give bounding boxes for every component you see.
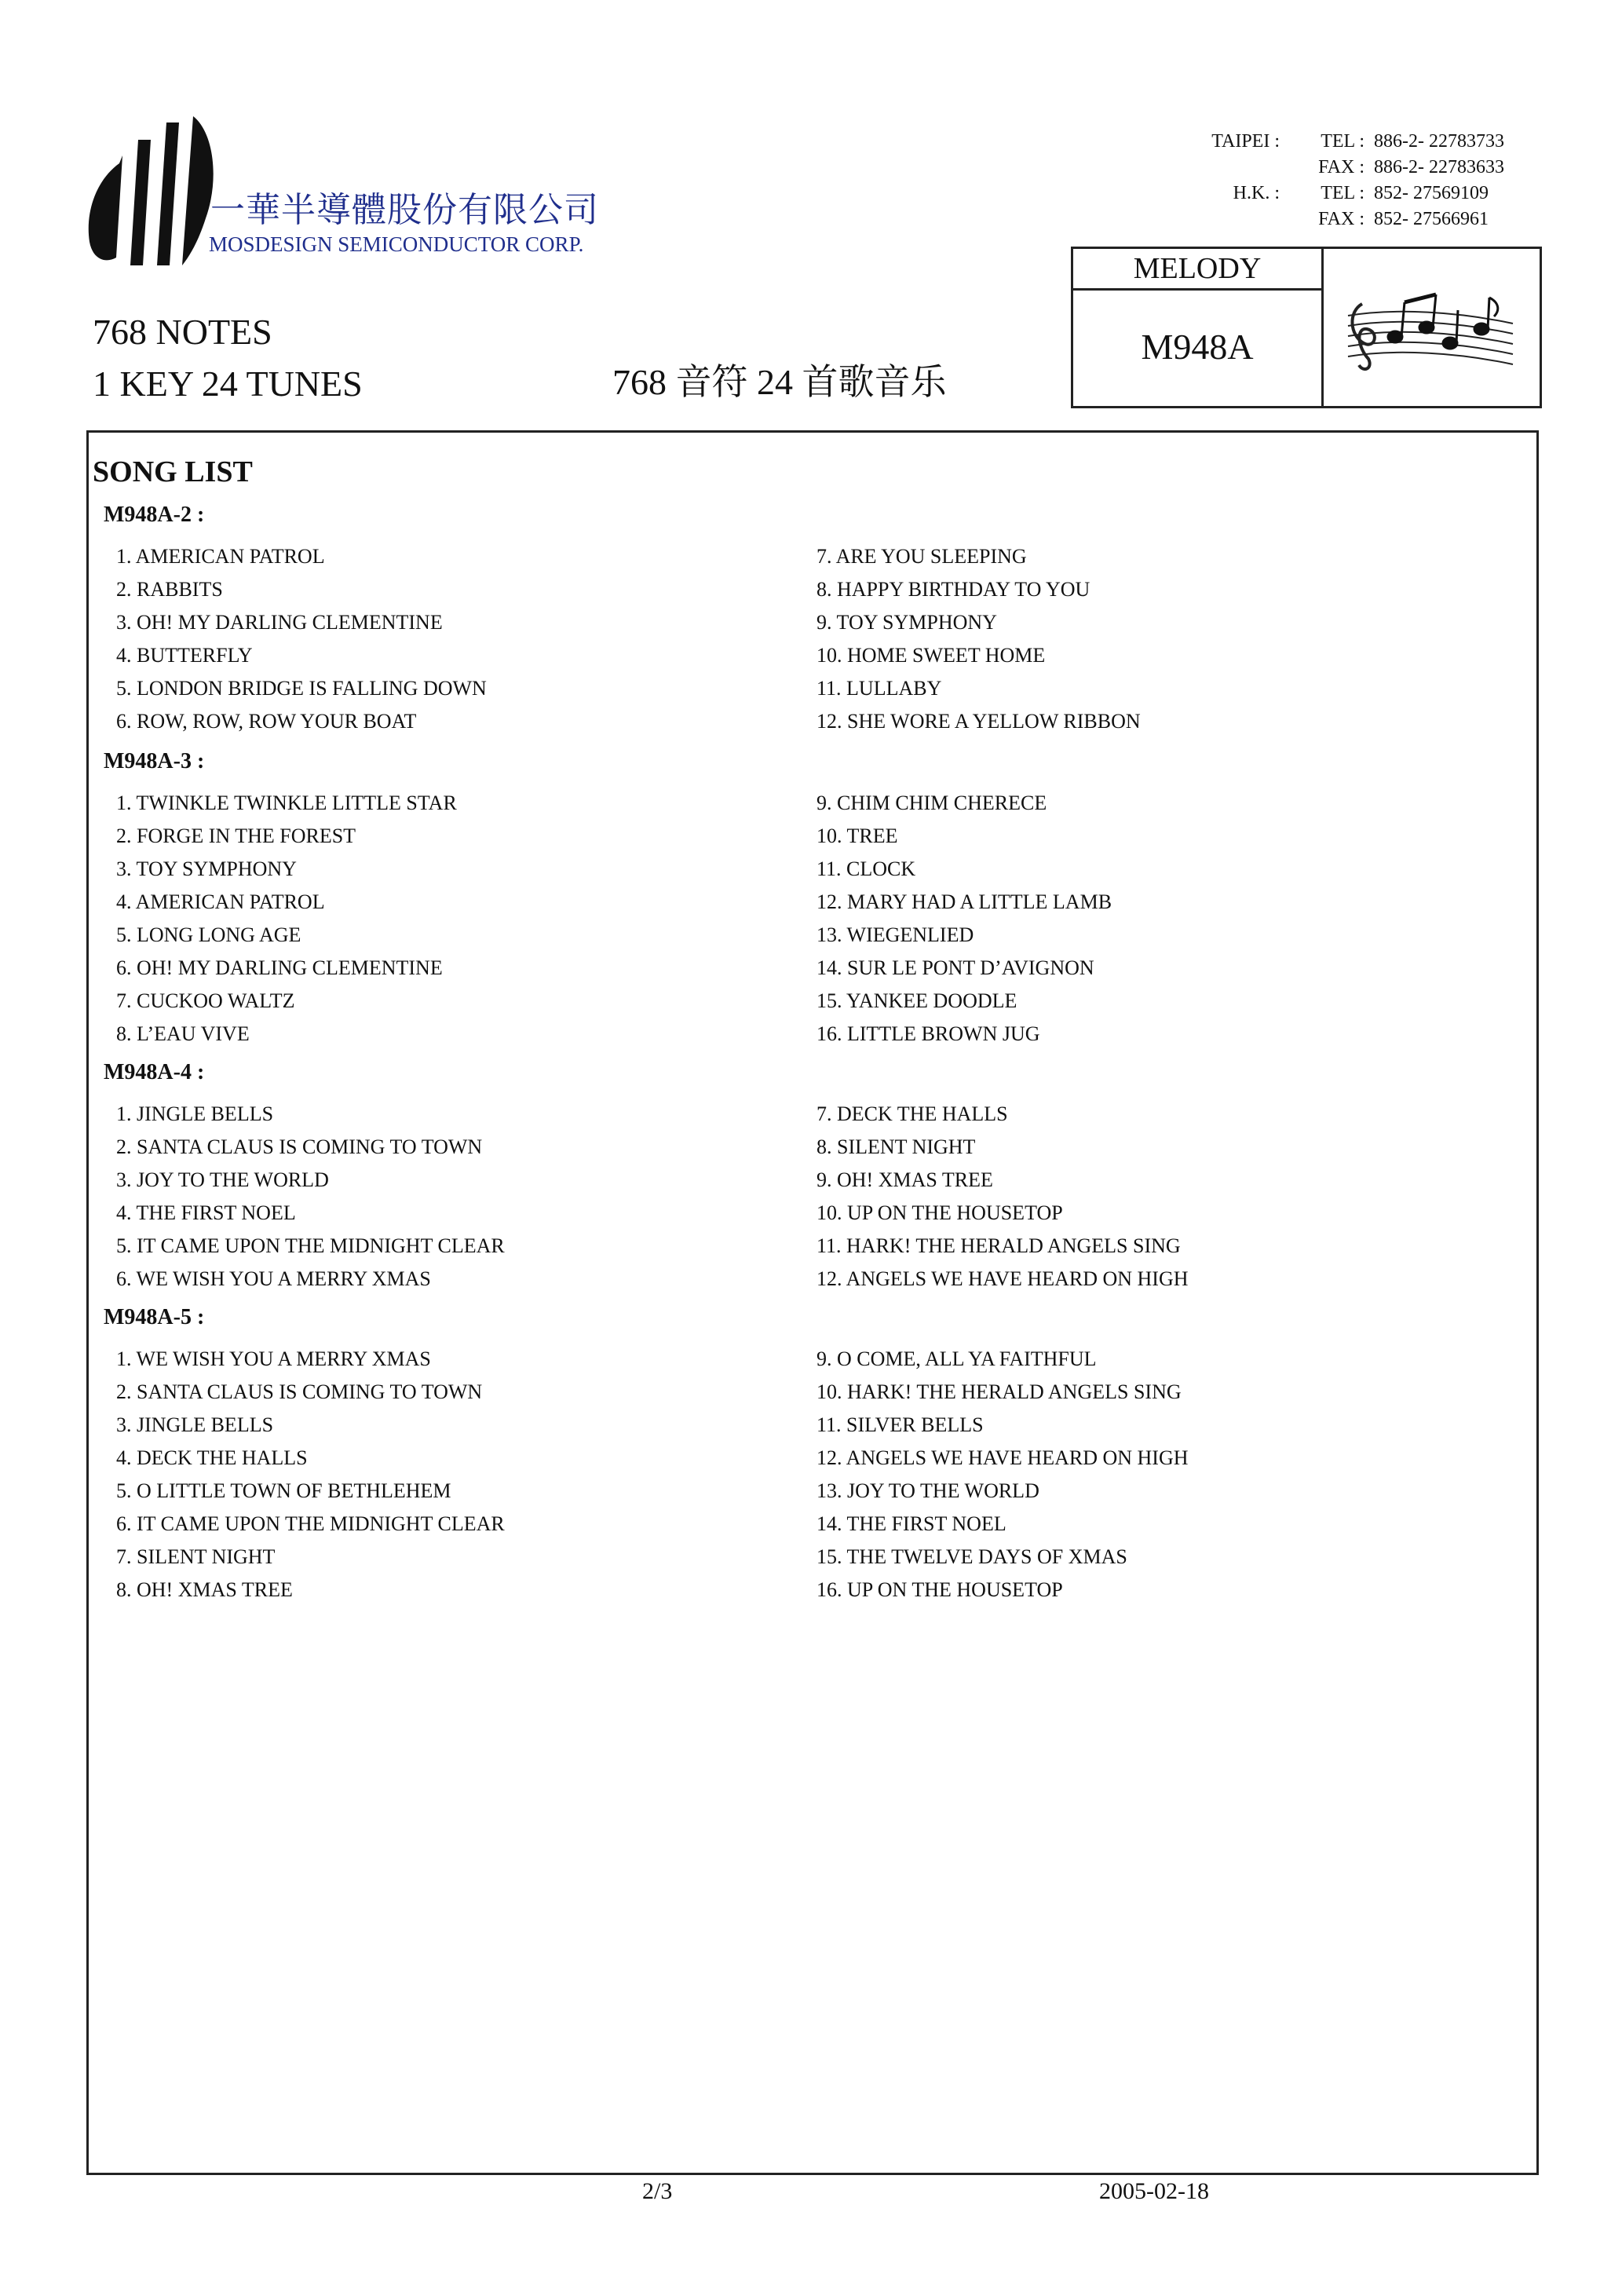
list-item: 3. OH! MY DARLING CLEMENTINE: [116, 611, 443, 634]
list-item: 8. HAPPY BIRTHDAY TO YOU: [816, 578, 1090, 601]
list-item: 7. SILENT NIGHT: [116, 1545, 276, 1568]
list-item: 15. YANKEE DOODLE: [816, 989, 1017, 1012]
list-item: 1. TWINKLE TWINKLE LITTLE STAR: [116, 792, 457, 814]
list-item: 12. SHE WORE A YELLOW RIBBON: [816, 710, 1141, 733]
list-item: 1. AMERICAN PATROL: [116, 545, 325, 568]
list-item: 7. DECK THE HALLS: [816, 1102, 1008, 1125]
list-item: 13. JOY TO THE WORLD: [816, 1479, 1039, 1502]
product-category: MELODY: [1073, 249, 1321, 291]
list-item: 16. UP ON THE HOUSETOP: [816, 1578, 1063, 1601]
list-item: 14. THE FIRST NOEL: [816, 1512, 1006, 1535]
list-item: 5. IT CAME UPON THE MIDNIGHT CLEAR: [116, 1234, 505, 1257]
list-item: 10. HARK! THE HERALD ANGELS SING: [816, 1380, 1182, 1403]
list-item: 7. ARE YOU SLEEPING: [816, 545, 1027, 568]
list-item: 15. THE TWELVE DAYS OF XMAS: [816, 1545, 1127, 1568]
list-item: 11. CLOCK: [816, 857, 916, 880]
contact-row: FAX : 852- 27566961: [1318, 209, 1489, 229]
list-item: 5. O LITTLE TOWN OF BETHLEHEM: [116, 1479, 451, 1502]
list-item: 9. O COME, ALL YA FAITHFUL: [816, 1347, 1097, 1370]
contact-row: H.K. : TEL : 852- 27569109: [1233, 183, 1489, 203]
list-item: 8. L’EAU VIVE: [116, 1022, 250, 1045]
list-item: 6. OH! MY DARLING CLEMENTINE: [116, 956, 443, 979]
section-title: M948A-4 :: [104, 1060, 205, 1084]
section-title: M948A-3 :: [104, 749, 205, 773]
product-box-left: [1073, 249, 1324, 406]
product-box: [1071, 247, 1542, 408]
list-item: 1. JINGLE BELLS: [116, 1102, 274, 1125]
list-item: 3. JOY TO THE WORLD: [116, 1168, 329, 1191]
chinese-heading: 768 音符 24 首歌音乐: [612, 362, 947, 402]
list-item: 9. OH! XMAS TREE: [816, 1168, 993, 1191]
list-item: 6. WE WISH YOU A MERRY XMAS: [116, 1267, 431, 1290]
list-item: 1. WE WISH YOU A MERRY XMAS: [116, 1347, 431, 1370]
list-item: 8. SILENT NIGHT: [816, 1135, 976, 1158]
list-item: 12. MARY HAD A LITTLE LAMB: [816, 890, 1112, 913]
list-item: 16. LITTLE BROWN JUG: [816, 1022, 1040, 1045]
list-item: 14. SUR LE PONT D’AVIGNON: [816, 956, 1094, 979]
list-item: 6. IT CAME UPON THE MIDNIGHT CLEAR: [116, 1512, 505, 1535]
company-name-en: MOSDESIGN SEMICONDUCTOR CORP.: [209, 232, 584, 256]
list-item: 5. LONG LONG AGE: [116, 923, 301, 946]
notes-heading: 768 NOTES: [93, 312, 272, 352]
list-item: 10. TREE: [816, 824, 898, 847]
section-title: M948A-2 :: [104, 503, 205, 527]
list-item: 11. LULLABY: [816, 677, 942, 700]
document-date: 2005-02-18: [1099, 2178, 1209, 2204]
song-list-title: SONG LIST: [93, 455, 253, 488]
list-item: 5. LONDON BRIDGE IS FALLING DOWN: [116, 677, 487, 700]
product-code: M948A: [1141, 327, 1254, 367]
contact-row: FAX : 886-2- 22783633: [1318, 157, 1504, 177]
list-item: 10. HOME SWEET HOME: [816, 644, 1046, 667]
section-title: M948A-5 :: [104, 1305, 205, 1329]
list-item: 11. HARK! THE HERALD ANGELS SING: [816, 1234, 1181, 1257]
list-item: 2. SANTA CLAUS IS COMING TO TOWN: [116, 1380, 483, 1403]
list-item: 12. ANGELS WE HAVE HEARD ON HIGH: [816, 1267, 1189, 1290]
company-name-cn: 一華半導體股份有限公司: [210, 190, 599, 230]
contact-info: [1178, 129, 1515, 232]
list-item: 2. FORGE IN THE FOREST: [116, 824, 356, 847]
list-item: 8. OH! XMAS TREE: [116, 1578, 293, 1601]
list-item: 4. AMERICAN PATROL: [116, 890, 325, 913]
music-notes-icon: [1332, 280, 1529, 382]
list-item: 13. WIEGENLIED: [816, 923, 974, 946]
page-number: 2/3: [642, 2178, 673, 2204]
list-item: 9. TOY SYMPHONY: [816, 611, 997, 634]
tunes-heading: 1 KEY 24 TUNES: [93, 364, 363, 404]
list-item: 10. UP ON THE HOUSETOP: [816, 1201, 1063, 1224]
list-item: 2. SANTA CLAUS IS COMING TO TOWN: [116, 1135, 483, 1158]
list-item: 6. ROW, ROW, ROW YOUR BOAT: [116, 710, 417, 733]
list-item: 4. DECK THE HALLS: [116, 1446, 308, 1469]
list-item: 11. SILVER BELLS: [816, 1413, 984, 1436]
company-logo-icon: [82, 108, 215, 265]
list-item: 12. ANGELS WE HAVE HEARD ON HIGH: [816, 1446, 1189, 1469]
list-item: 3. JINGLE BELLS: [116, 1413, 274, 1436]
list-item: 3. TOY SYMPHONY: [116, 857, 297, 880]
contact-row: TAIPEI : TEL : 886-2- 22783733: [1211, 131, 1504, 152]
list-item: 9. CHIM CHIM CHERECE: [816, 792, 1047, 814]
list-item: 7. CUCKOO WALTZ: [116, 989, 295, 1012]
list-item: 2. RABBITS: [116, 578, 223, 601]
list-item: 4. BUTTERFLY: [116, 644, 253, 667]
list-item: 4. THE FIRST NOEL: [116, 1201, 296, 1224]
